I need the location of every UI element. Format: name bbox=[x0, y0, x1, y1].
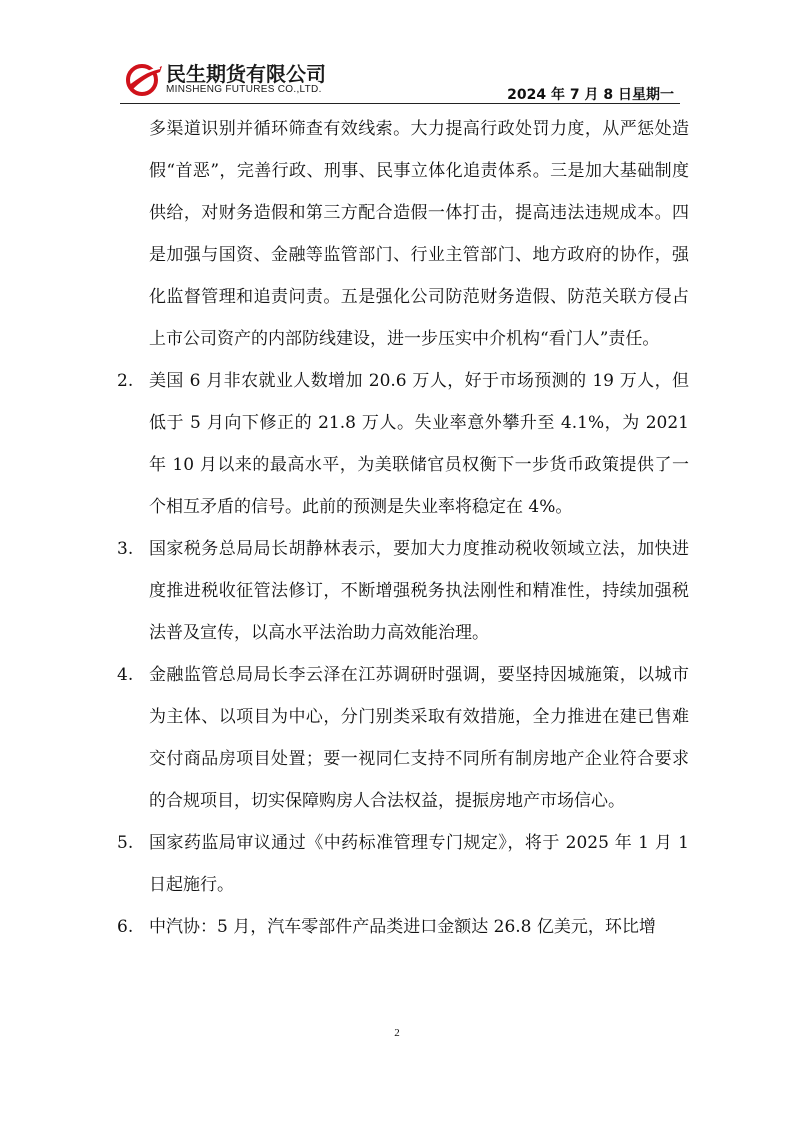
minsheng-logo-icon bbox=[124, 60, 164, 96]
page-number: 2 bbox=[394, 1027, 400, 1039]
item-number: 5. bbox=[117, 833, 134, 853]
item-text: 金融监管总局局长李云泽在江苏调研时强调，要坚持因城施策，以城市为主体、以项目为中心，分门别类采取有效措施，全力推进在建已售难交付商品房项目处置；要一视同仁支持不同所有制房地产企业符合要求的合规项目，切实保障购房人合法权益，提振房地产市场信心。 bbox=[149, 665, 689, 811]
company-name-en: MINSHENG FUTURES CO.,LTD. bbox=[166, 84, 322, 95]
news-item bbox=[117, 654, 689, 822]
item-text: 国家税务总局局长胡静林表示，要加大力度推动税收领域立法，加快进度推进税收征管法修订，不断增强税务执法刚性和精准性，持续加强税法普及宣传，以高水平法治助力高效能治理。 bbox=[149, 539, 689, 643]
news-item bbox=[117, 360, 689, 528]
item-number: 6. bbox=[117, 917, 134, 937]
continued-paragraph: 多渠道识别并循环筛查有效线索。大力提高行政处罚力度，从严惩处造假“首恶”，完善行政、刑事、民事立体化追责体系。三是加大基础制度供给，对财务造假和第三方配合造假一体打击，提高违法违规成本。四是加强与国资、金融等监管部门、行业主管部门、地方政府的协作，强化监督管理和追责问责。五是强化公司防范财务造假、防范关联方侵占上市公司资产的内部防线建设，进一步压实中介机构“看门人”责任。 bbox=[149, 119, 689, 349]
company-name-cn: 民生期货有限公司 bbox=[166, 62, 326, 86]
item-number: 4. bbox=[117, 665, 134, 685]
news-item bbox=[117, 822, 689, 906]
news-item bbox=[117, 906, 689, 948]
page-header bbox=[120, 54, 680, 104]
item-number: 3. bbox=[117, 539, 134, 559]
item-text: 美国 6 月非农就业人数增加 20.6 万人，好于市场预测的 19 万人，但低于 5 月向下修正的 21.8 万人。失业率意外攀升至 4.1%，为 2021 年 10 月以来的最高水平，为美联储官员权衡下一步货币政策提供了一个相互矛盾的信号。此前的预测是失业率将稳定在 4%。 bbox=[149, 371, 689, 517]
item-text: 国家药监局审议通过《中药标准管理专门规定》，将于 2025 年 1 月 1 日起施行。 bbox=[149, 833, 689, 895]
item-number: 2. bbox=[117, 371, 134, 391]
item-text: 中汽协：5 月，汽车零部件产品类进口金额达 26.8 亿美元，环比增 bbox=[149, 917, 656, 937]
news-item bbox=[117, 528, 689, 654]
header-divider bbox=[120, 103, 680, 104]
news-content bbox=[117, 108, 689, 948]
report-date: 2024 年 7 月 8 日星期一 bbox=[507, 87, 674, 103]
